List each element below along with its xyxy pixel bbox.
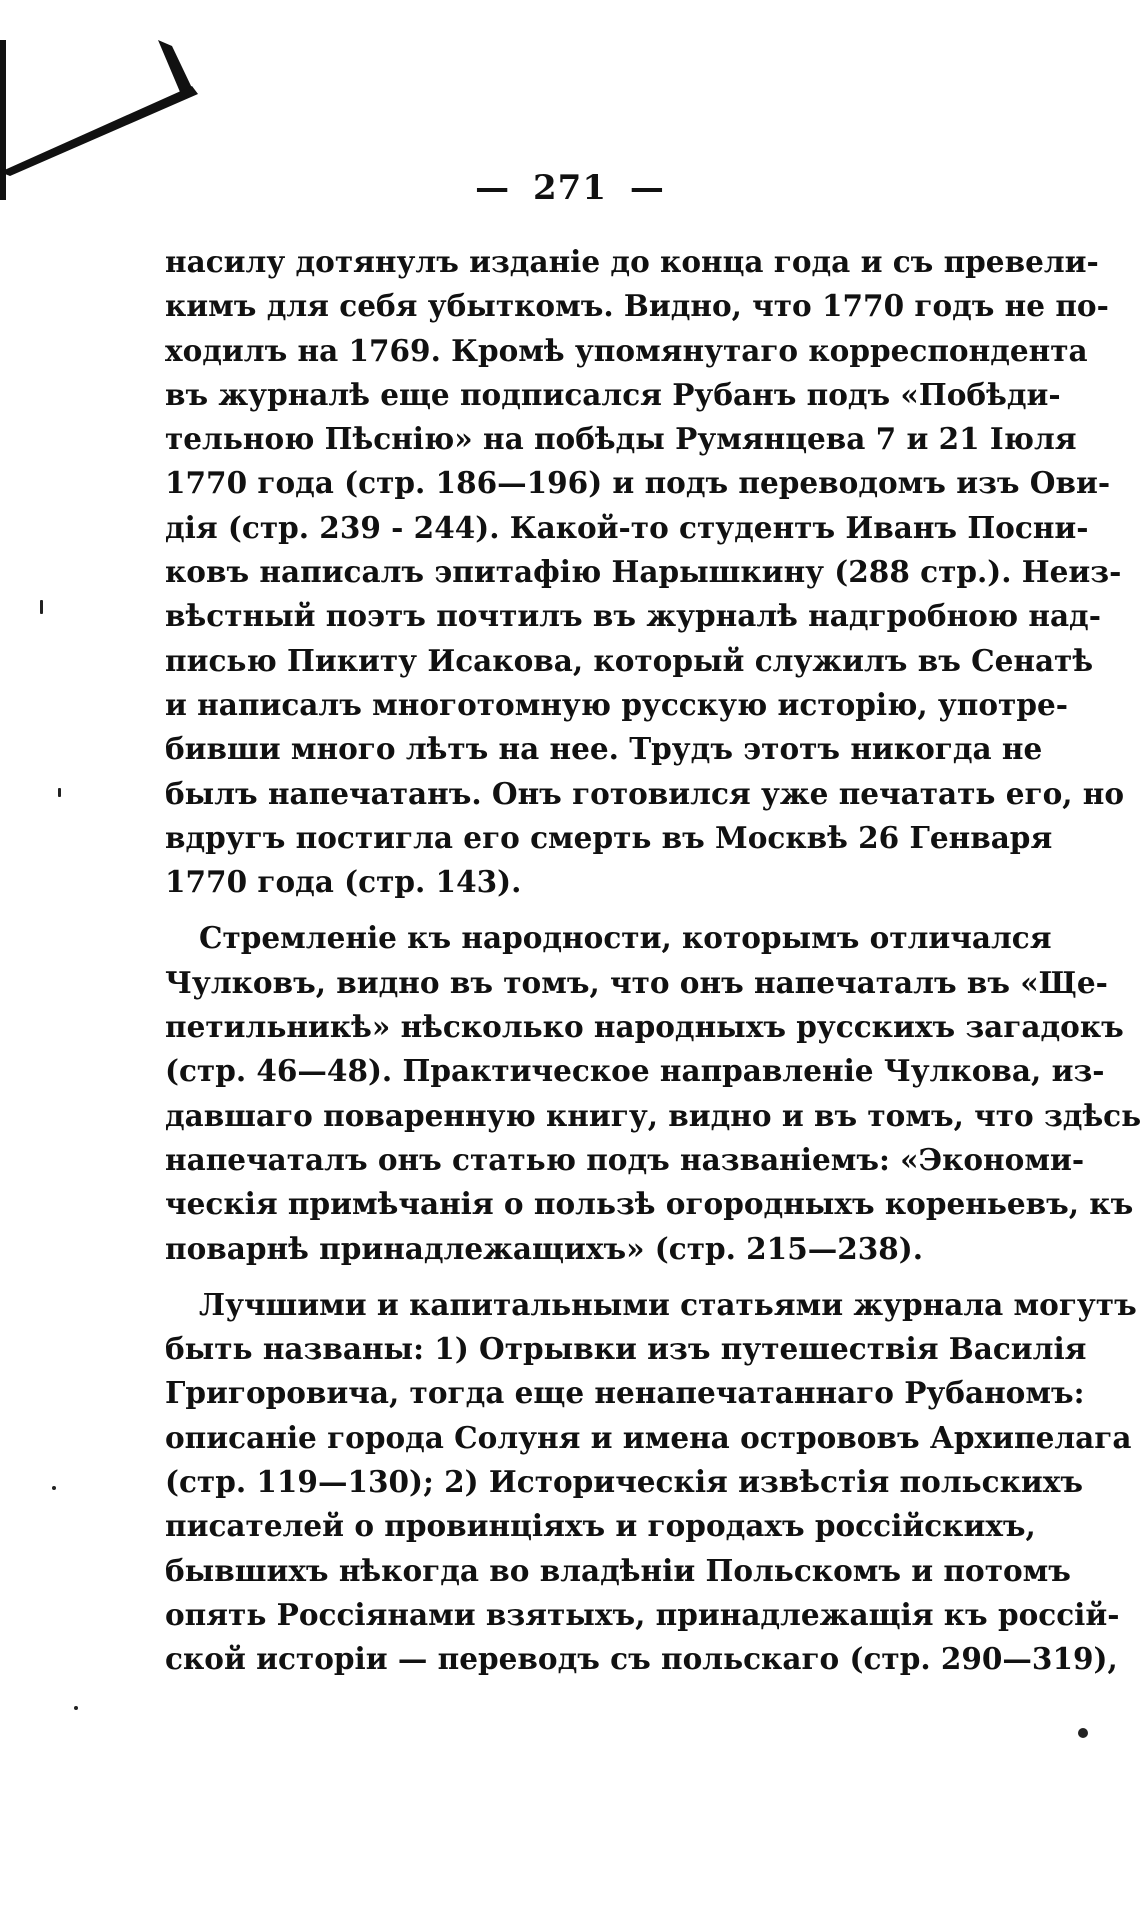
page-number-header [0, 168, 1140, 208]
text-line: вдругъ постигла его смерть въ Москвѣ 26 Генваря [165, 819, 1053, 855]
text-line: Лучшими и капитальными статьями журнала могутъ [199, 1286, 1137, 1322]
paragraph-gap [165, 1271, 1020, 1283]
text-line: ходилъ на 1769. Кромѣ упомянутаго корреспондента [165, 332, 1088, 368]
text-line: бивши много лѣтъ на нее. Трудъ этотъ никогда не [165, 731, 1043, 767]
text-line: быть названы: 1) Отрывки изъ путешествія Василія [165, 1331, 1087, 1367]
text-line: ской исторіи — переводъ съ польскаго (стр. 290—319), [165, 1641, 1118, 1677]
page-number-dash-left: — [475, 168, 511, 208]
text-line: бывшихъ нѣкогда во владѣніи Польскомъ и потомъ [165, 1552, 1071, 1588]
text-line: дія (стр. 239 - 244). Какой-то студентъ Иванъ Посни- [165, 509, 1089, 545]
text-line: напечаталъ онъ статью подъ названіемъ: «Экономи- [165, 1141, 1085, 1177]
text-line: давшаго поваренную книгу, видно и въ томъ, что здѣсь [165, 1097, 1141, 1133]
upper-diagonal-stroke [158, 40, 192, 92]
ink-speck [1078, 1728, 1088, 1738]
text-line: и написалъ многотомную русскую исторію, употре- [165, 686, 1068, 722]
paragraph-1 [165, 240, 1125, 904]
text-line: описаніе города Солуня и имена острововъ Архипелага [165, 1419, 1132, 1455]
text-line: Григоровича, тогда еще ненапечатаннаго Рубаномъ: [165, 1375, 1085, 1411]
text-line: писью Пикиту Исакова, который служилъ въ Сенатѣ [165, 642, 1094, 678]
text-line: былъ напечатанъ. Онъ готовился уже печатать его, но [165, 775, 1125, 811]
text-line: насилу дотянулъ изданіе до конца года и съ превели- [165, 244, 1099, 279]
text-line: тельною Пѣснію» на побѣды Румянцева 7 и 21 Іюля [165, 421, 1077, 457]
text-line: 1770 года (стр. 143). [165, 864, 522, 900]
text-line: (стр. 119—130); 2) Историческія извѣстія польскихъ [165, 1464, 1084, 1500]
text-line: 1770 года (стр. 186—196) и подъ переводомъ изъ Ови- [165, 465, 1111, 501]
paragraph-3 [165, 1283, 1137, 1682]
text-line: Чулковъ, видно въ томъ, что онъ напечаталъ въ «Ще- [165, 964, 1108, 1000]
paragraph-gap [165, 904, 1020, 916]
text-line: писателей о провинціяхъ и городахъ россійскихъ, [165, 1508, 1036, 1544]
text-line: въ журналѣ еще подписался Рубанъ подъ «Побѣди- [165, 376, 1061, 412]
ink-speck [40, 600, 43, 614]
ink-speck [58, 788, 61, 797]
ink-speck [52, 1486, 56, 1490]
text-line: поварнѣ принадлежащихъ» (стр. 215—238). [165, 1230, 924, 1266]
text-line: вѣстный поэтъ почтилъ въ журналѣ надгробною над- [165, 598, 1101, 634]
text-line: ковъ написалъ эпитафію Нарышкину (288 стр.). Неиз- [165, 554, 1122, 590]
text-line: опять Россіянами взятыхъ, принадлежащія къ россій- [165, 1596, 1120, 1632]
text-line: ческія примѣчанія о пользѣ огородныхъ кореньевъ, къ [165, 1186, 1134, 1222]
paragraph-2 [165, 916, 1141, 1270]
page-number: 271 [533, 168, 607, 208]
page-number-dash-right: — [629, 168, 665, 208]
text-line: (стр. 46—48). Практическое направленіе Чулкова, из- [165, 1053, 1105, 1089]
ink-speck [74, 1706, 78, 1710]
lower-diagonal-stroke [0, 86, 198, 176]
text-line: Стремленіе къ народности, которымъ отличался [199, 920, 1052, 956]
body-text [165, 240, 1141, 1682]
text-line: кимъ для себя убыткомъ. Видно, что 1770 годъ не по- [165, 288, 1109, 324]
text-line: петильникѣ» нѣсколько народныхъ русскихъ загадокъ [165, 1009, 1124, 1045]
